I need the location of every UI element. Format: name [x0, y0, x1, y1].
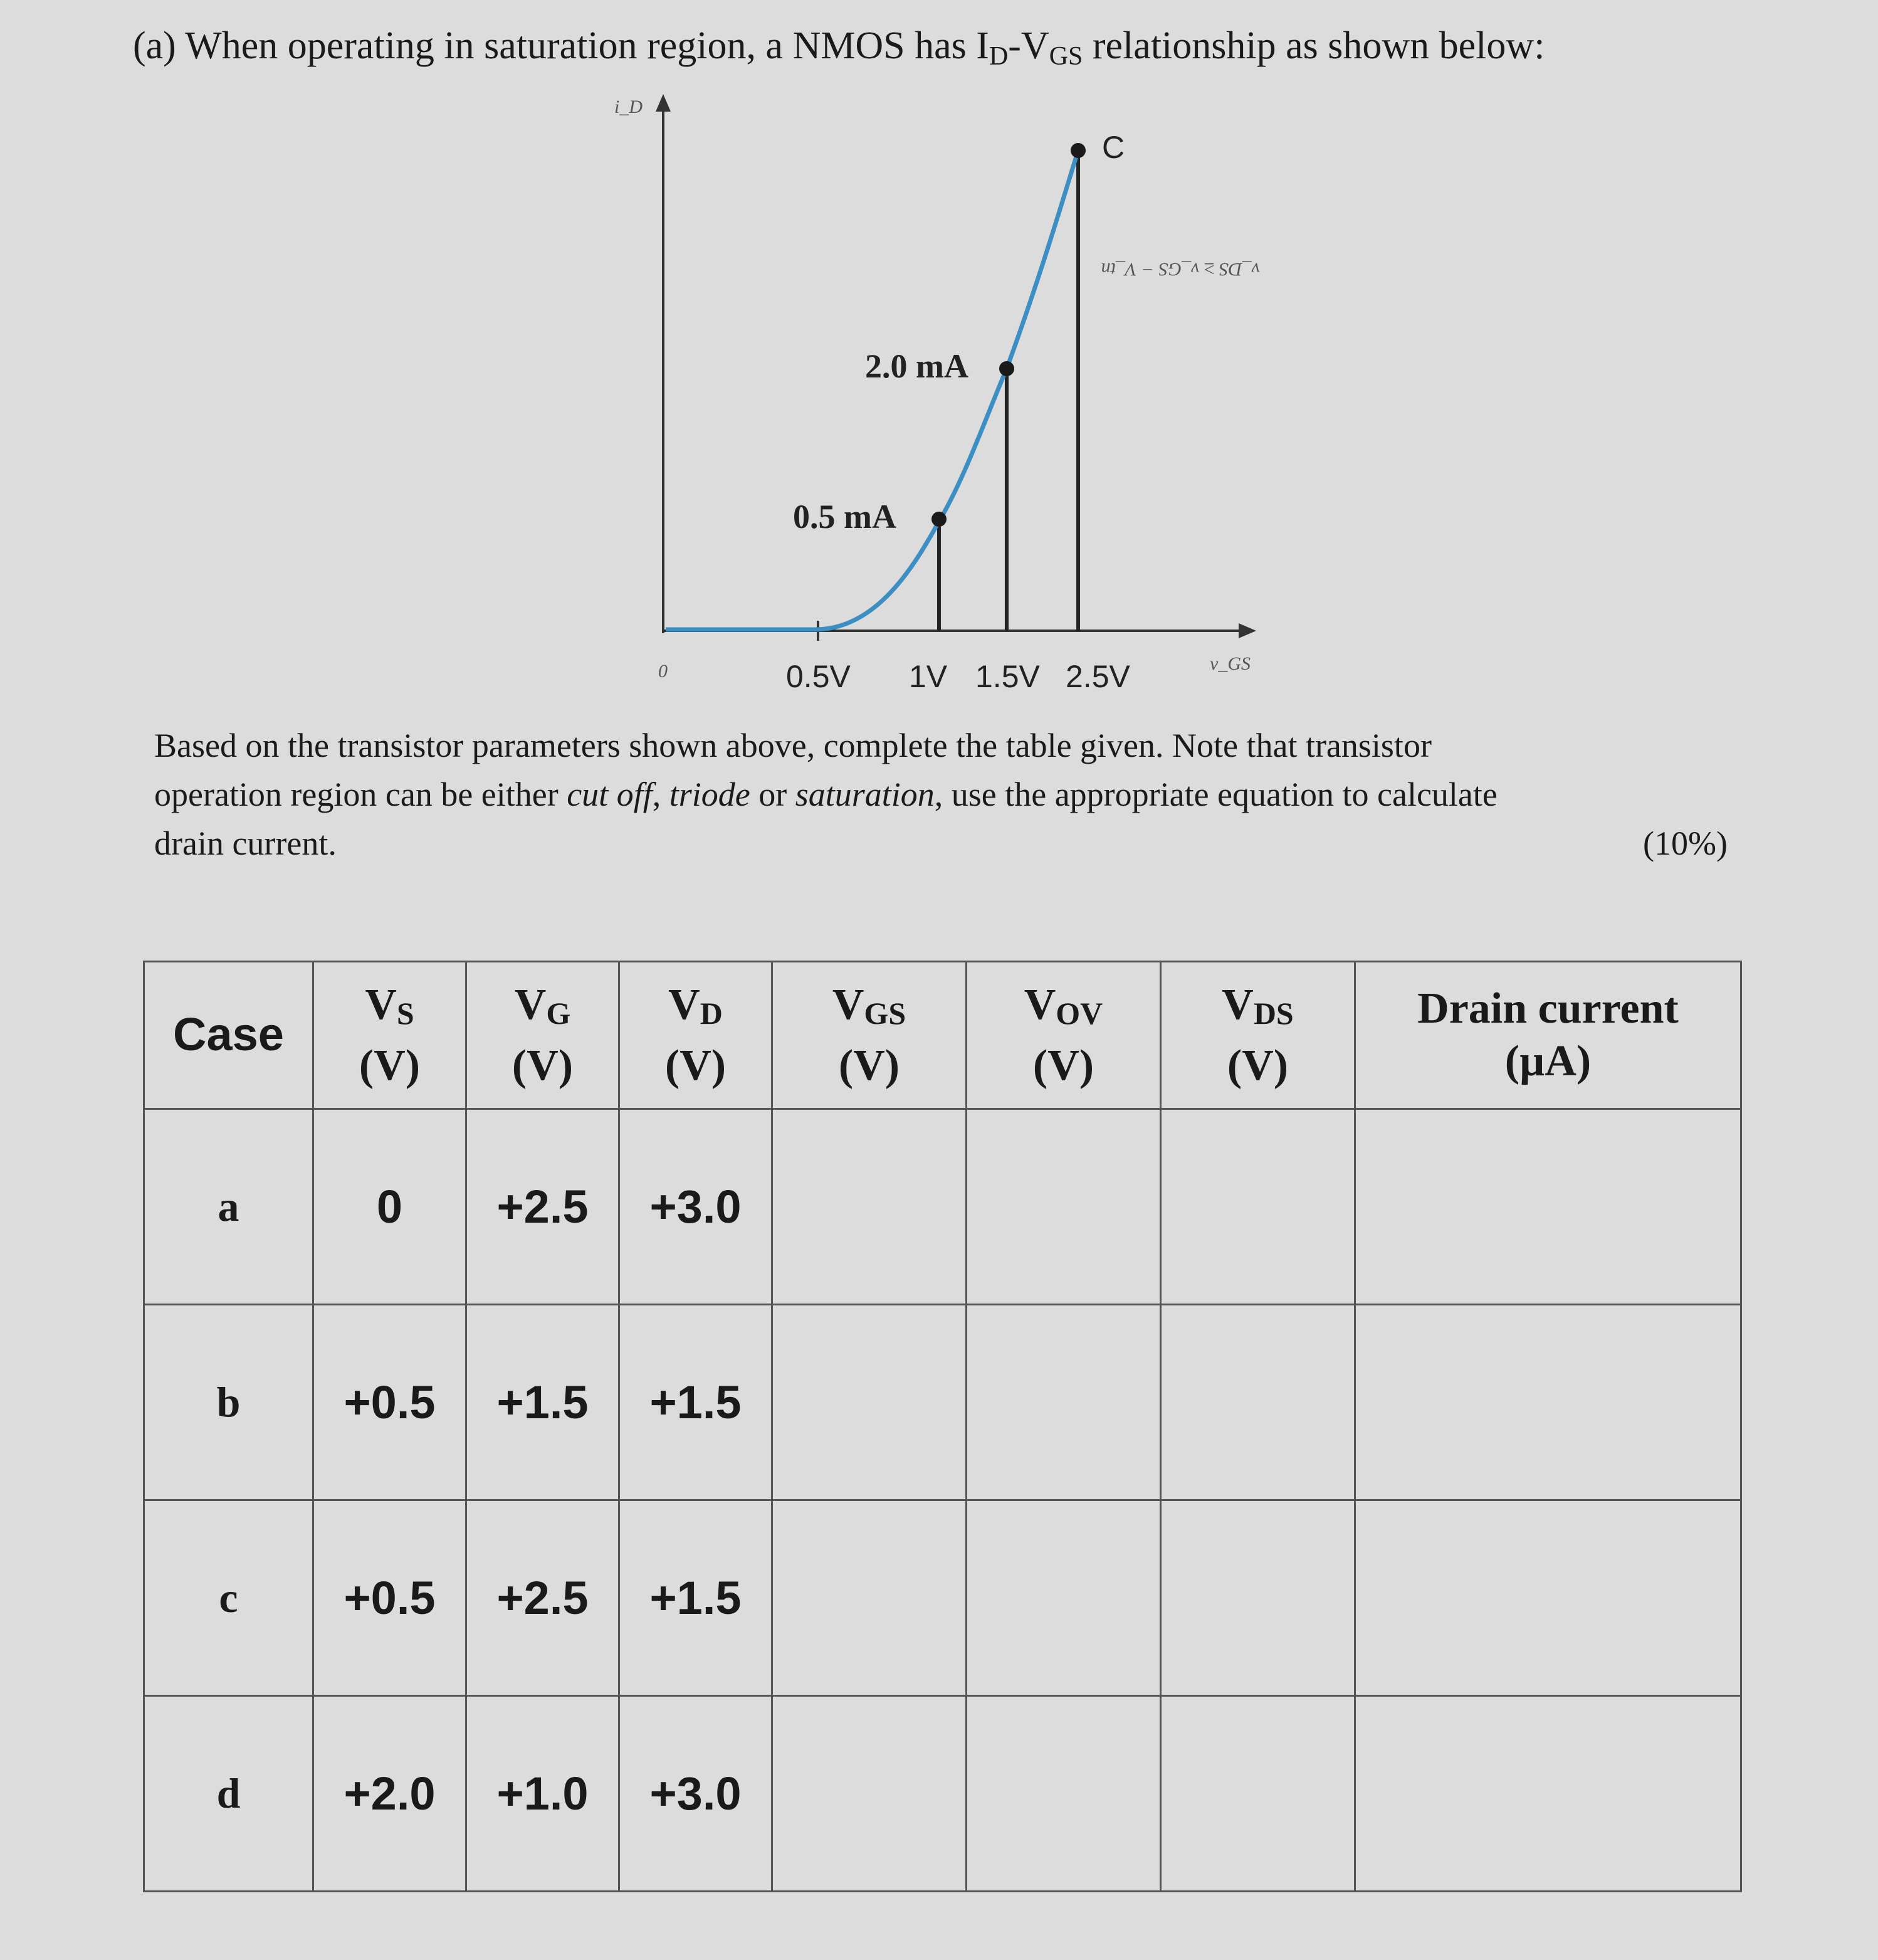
- cell-vgs-blank[interactable]: [772, 1696, 967, 1892]
- para-line-2: operation region can be either cut off, triode or saturation, use the appropriate equation to calculate: [154, 776, 1498, 813]
- table-row: [144, 1696, 1741, 1892]
- instructions-paragraph: [154, 721, 1728, 868]
- cell-vds-blank[interactable]: [1161, 1305, 1355, 1500]
- cell-vgs-blank[interactable]: [772, 1109, 967, 1305]
- cell-vg: +2.5: [466, 1500, 619, 1696]
- cell-vg: +1.5: [466, 1305, 619, 1500]
- cell-vs: +0.5: [313, 1305, 466, 1500]
- cell-drain-blank[interactable]: [1355, 1696, 1741, 1892]
- cell-vov-blank[interactable]: [967, 1500, 1161, 1696]
- cell-case: d: [144, 1696, 313, 1892]
- cell-vd: +1.5: [619, 1305, 772, 1500]
- cell-vs: 0: [313, 1109, 466, 1305]
- x-tick-label-2: 1V: [909, 659, 948, 694]
- question-intro: (a) When operating in saturation region, a NMOS has $I_D-V_{GS}$ relationship as shown below:: [133, 24, 1545, 71]
- cell-vg: +1.0: [466, 1696, 619, 1892]
- data-point-2: [999, 361, 1014, 376]
- cell-vd: +3.0: [619, 1696, 772, 1892]
- header-case: Case: [144, 962, 313, 1109]
- y-axis-arrow: [656, 94, 671, 112]
- cell-vd: +3.0: [619, 1109, 772, 1305]
- data-point-c: [1071, 143, 1086, 158]
- header-vd: $V_D$ (V): [619, 962, 772, 1109]
- cell-case: b: [144, 1305, 313, 1500]
- y-axis-label: i_D: [614, 97, 643, 117]
- point-label-2: 2.0 mA: [865, 347, 968, 385]
- para-line-1: Based on the transistor parameters shown above, complete the table given. Note that transistor: [154, 727, 1432, 764]
- origin-label: 0: [658, 661, 668, 682]
- x-tick-label-4: 2.5V: [1066, 659, 1130, 694]
- cell-vs: +2.0: [313, 1696, 466, 1892]
- cell-case: a: [144, 1109, 313, 1305]
- cell-drain-blank[interactable]: [1355, 1305, 1741, 1500]
- header-vgs: $V_{GS}$ (V): [772, 962, 967, 1109]
- saturation-condition: v_DS ≥ v_GS − V_tn: [1101, 259, 1260, 280]
- cell-vgs-blank[interactable]: [772, 1500, 967, 1696]
- cell-drain-blank[interactable]: [1355, 1109, 1741, 1305]
- x-axis-label: v_GS: [1210, 653, 1251, 674]
- table-row: [144, 1109, 1741, 1305]
- cell-vds-blank[interactable]: [1161, 1696, 1355, 1892]
- x-tick-label-3: 1.5V: [975, 659, 1040, 694]
- cell-vg: +2.5: [466, 1109, 619, 1305]
- header-vds: $V_{DS}$ (V): [1161, 962, 1355, 1109]
- para-line-3: drain current.: [154, 825, 337, 862]
- cell-vd: +1.5: [619, 1500, 772, 1696]
- cell-vgs-blank[interactable]: [772, 1305, 967, 1500]
- cell-case: c: [144, 1500, 313, 1696]
- transistor-table: [143, 961, 1742, 1892]
- cell-vs: +0.5: [313, 1500, 466, 1696]
- header-vg: $V_G$ (V): [466, 962, 619, 1109]
- data-point-1: [931, 512, 947, 527]
- x-tick-label-1: 0.5V: [786, 659, 851, 694]
- marks-weight: (10%): [1643, 825, 1728, 862]
- x-axis-arrow: [1239, 623, 1256, 638]
- header-vs: $V_S$ (V): [313, 962, 466, 1109]
- cell-vov-blank[interactable]: [967, 1305, 1161, 1500]
- point-label-1: 0.5 mA: [793, 498, 896, 535]
- table-row: [144, 1500, 1741, 1696]
- header-drain-current: Drain current (µA): [1355, 962, 1741, 1109]
- cell-vov-blank[interactable]: [967, 1109, 1161, 1305]
- table-row: [144, 1305, 1741, 1500]
- id-vgs-curve: [666, 150, 1078, 630]
- cell-vds-blank[interactable]: [1161, 1500, 1355, 1696]
- cell-vov-blank[interactable]: [967, 1696, 1161, 1892]
- id-vgs-graph: [0, 75, 1878, 702]
- header-vov: $V_{OV}$ (V): [967, 962, 1161, 1109]
- cell-vds-blank[interactable]: [1161, 1109, 1355, 1305]
- table-header-row: [144, 962, 1741, 1109]
- cell-drain-blank[interactable]: [1355, 1500, 1741, 1696]
- point-label-c: C: [1102, 130, 1125, 165]
